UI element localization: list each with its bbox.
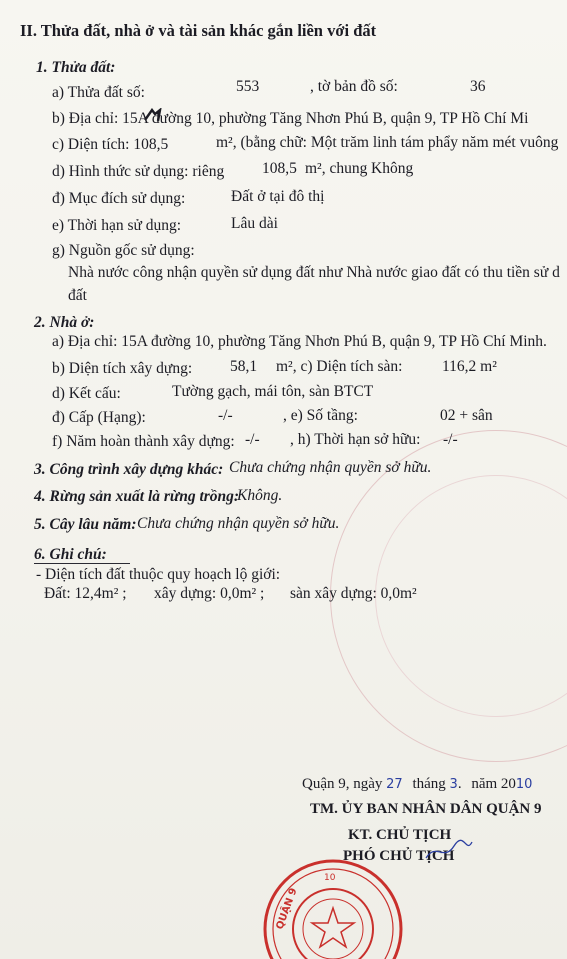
other-works-value: Chưa chứng nhận quyền sở hữu.: [229, 459, 432, 476]
notes-floor: sàn xây dựng: 0,0m²: [290, 585, 417, 602]
notes-line-1: - Diện tích đất thuộc quy hoạch lộ giới:: [36, 566, 281, 583]
grade-label: đ) Cấp (Hạng):: [52, 409, 146, 426]
role-line-2: PHÓ CHỦ TỊCH: [343, 848, 455, 864]
date-line: Quận 9, ngày 27 tháng 3. năm 2010: [302, 776, 533, 792]
signature-mark: [418, 836, 478, 866]
section-title: II. Thửa đất, nhà ở và tài sản khác gắn liền với đất: [20, 21, 377, 40]
own-term-label: , h) Thời hạn sở hữu:: [290, 431, 421, 448]
authority-title: TM. ỦY BAN NHÂN DÂN QUẬN 9: [310, 801, 542, 817]
svg-text:10: 10: [324, 873, 336, 883]
usage-shared-label: m², chung: [305, 160, 368, 177]
house-address: a) Địa chỉ: 15A đường 10, phường Tăng Nhơn Phú B, quận 9, TP Hồ Chí Minh.: [52, 333, 547, 350]
date-month: 3: [449, 777, 458, 792]
forest-value: Không.: [237, 487, 283, 504]
grade-value: -/-: [218, 407, 233, 424]
structure-label: d) Kết cấu:: [52, 385, 121, 402]
map-number: 36: [470, 78, 486, 95]
seal-text: QUẬN 9: [274, 886, 300, 932]
parcel-label: a) Thửa đất số:: [52, 84, 145, 101]
ink-mark: [142, 108, 164, 124]
usage-private: 108,5: [262, 160, 297, 177]
date-prefix: Quận 9, ngày: [302, 776, 383, 792]
forest-label: 4. Rừng sản xuất là rừng trồng:: [34, 488, 240, 505]
land-heading: 1. Thửa đất:: [36, 59, 116, 76]
trees-label: 5. Cây lâu năm:: [34, 516, 137, 533]
origin-label: g) Nguồn gốc sử dụng:: [52, 242, 195, 259]
land-area: c) Diện tích: 108,5: [52, 136, 169, 153]
notes-land: Đất: 12,4m² ;: [44, 585, 127, 602]
notes-build: xây dựng: 0,0m² ;: [154, 585, 265, 602]
trees-value: Chưa chứng nhận quyền sở hữu.: [137, 515, 340, 532]
usage-shared: Không: [371, 160, 414, 177]
floor-area-label: m², c) Diện tích sàn:: [276, 358, 403, 375]
floors-value: 02 + sân: [440, 407, 493, 424]
structure-value: Tường gạch, mái tôn, sàn BTCT: [172, 383, 374, 400]
build-area-value: 58,1: [230, 358, 258, 375]
date-month-label: tháng: [412, 776, 446, 792]
term-value: Lâu dài: [231, 215, 278, 232]
other-works-label: 3. Công trình xây dựng khác:: [34, 461, 224, 478]
build-area-label: b) Diện tích xây dựng:: [52, 360, 193, 377]
usage-form-label: d) Hình thức sử dụng: riêng: [52, 163, 225, 180]
year-value: -/-: [245, 431, 260, 448]
land-area-words: m², (bằng chữ: Một trăm linh tám phẩy năm mét vuông: [216, 134, 559, 151]
official-seal-icon: [262, 858, 404, 959]
house-heading: 2. Nhà ở:: [34, 314, 95, 331]
own-term-value: -/-: [443, 431, 458, 448]
map-label: , tờ bản đồ số:: [310, 78, 398, 95]
year-label: f) Năm hoàn thành xây dựng:: [52, 433, 235, 450]
land-address: b) Địa chỉ: 15A đường 10, phường Tăng Nhơn Phú B, quận 9, TP Hồ Chí Mi: [52, 110, 529, 127]
role-line-1: KT. CHỦ TỊCH: [348, 827, 452, 843]
floors-label: , e) Số tầng:: [283, 407, 358, 424]
term-label: e) Thời hạn sử dụng:: [52, 217, 182, 234]
notes-heading: 6. Ghi chú:: [34, 546, 107, 563]
purpose-label: đ) Mục đích sử dụng:: [52, 190, 186, 207]
notes-underline: [34, 563, 130, 564]
date-year-label: năm 20: [471, 776, 516, 792]
floor-area-value: 116,2 m²: [442, 358, 497, 375]
origin-line-1: Nhà nước công nhận quyền sử dụng đất như Nhà nước giao đất có thu tiền sử d: [68, 264, 560, 281]
origin-line-2: đất: [68, 287, 87, 304]
date-day: 27: [386, 777, 403, 792]
date-year: 10: [515, 777, 533, 792]
purpose-value: Đất ở tại đô thị: [231, 188, 325, 205]
parcel-number: 553: [236, 78, 260, 95]
